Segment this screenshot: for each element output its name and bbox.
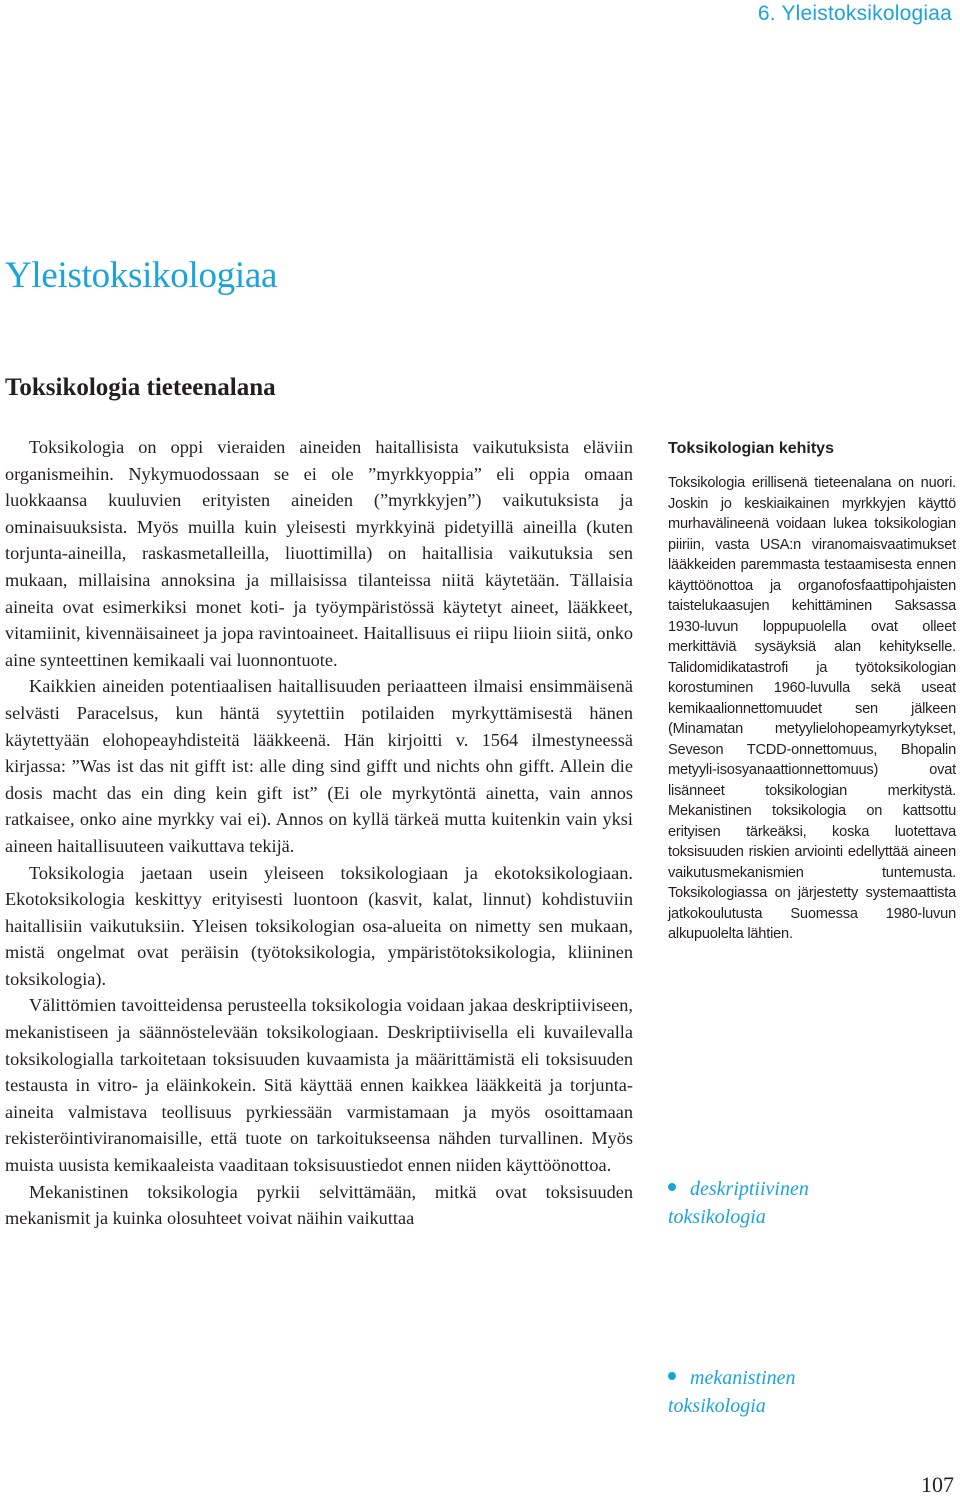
body-paragraph: Mekanistinen toksikologia pyrkii selvittämään, mitkä ovat toksisuuden mekanismit ja kuinka olosuhteet voivat näihin vaikuttaa — [5, 1181, 633, 1229]
bullet-icon — [668, 1372, 676, 1380]
margin-note-line1: mekanistinen — [690, 1367, 796, 1389]
body-paragraph: Kaikkien aineiden potentiaalisen haitallisuuden periaatteen ilmaisi ensimmäisenä selvästi Paracelsus, kun häntä syytettiin potilaiden myrkyttämisestä hänen käytettyään elohopeayhdisteitä lääkkeenä. Hän kirjoitti v. 1564 ilmestyneessä kirjassa: ”Was ist das nit gifft ist: alle ding sind gifft und nichts ohn gifft. Allein die dosis macht das ein ding kein gift ist” (Ei ole myrkytöntä ainetta, vain annos ratkaisee, onko aine myrkky vai ei). Annos on kyllä tärkeä mutta kuitenkin vain yksi aineen haitallisuuteen vaikuttava tekijä. — [5, 676, 633, 856]
sidebar-text: Toksikologia erillisenä tieteenalana on nuori. Joskin jo keskiaikainen myrkkyjen käyttö murhavälineenä voidaan lukea toksikologian piiriin, vasta USA:n viranomaisvaatimukset lääkkeiden paremmasta testaamisesta ennen käyttöönottoa ja organofosfaattipohjaisten taistelukaasujen kehittäminen Saksassa 1930-luvun loppupuolella ovat olleet merkittäviä sysäyksiä alan kehitykselle. Talidomidikatastrofi ja työtoksikologian korostuminen 1960-luvulla sekä useat kemikaalionnettomuudet sen jälkeen (Minamatan metyylielohopeamyrkytykset, Seveson TCDD-onnettomuus, Bhopalin metyyli-isosyanaattionnettomuus) ovat lisänneet toksikologian merkitystä. Mekanistinen toksikologia on kattsottu erityisen tärkeäksi, koska luotettava toksisuuden riskien arviointi edellyttää aineen vaikutusmekanismien tuntemusta. Toksikologiassa on järjestetty systemaattista jatkokoulutusta Suomessa 1980-luvun alkupuolelta lähtien. — [668, 475, 956, 942]
body-paragraph: Toksikologia on oppi vieraiden aineiden haitallisista vaikutuksista eläviin organismeihin. Nykymuodossaan se ei ole ”myrkkyoppia” eli oppia omaan luokkaansa kuuluvien erityisten aineiden (”myrkkyjen”) vaikutuksista ja ominaisuuksista. Myös muilla kuin yleisesti myrkkyinä pidetyillä aineilla (kuten torjunta-aineilla, raskasmetalleilla, liuottimilla) on haitallisia vaikutuksia sen mukaan, millaisina annoksina ja millaisissa tilanteissa niitä käytetään. Tällaisia aineita ovat esimerkiksi monet koti- ja työympäristössä käytetyt aineet, lääkkeet, vitamiinit, kivennäisaineet ja jopa ravintoaineet. Haitallisuus ei riipu liioin siitä, onko aine synteettinen kemikaali vai luonnontuote. — [5, 437, 633, 670]
margin-note-line2: toksikologia — [668, 1395, 766, 1417]
page-number: 107 — [921, 1472, 954, 1497]
running-header: 6. Yleistoksikologiaa — [757, 2, 952, 25]
body-paragraph: Toksikologia jaetaan usein yleiseen toksikologiaan ja ekotoksikologiaan. Ekotoksikologia keskittyy erityisesti luontoon (kasvit, kalat, linnut) kohdistuviin haitallisiin vaikutuksiin. Yleisen toksikologian osa-alueita on nimetty sen mukaan, mistä ongelmat ovat peräisin (työtoksikologia, ympäristötoksikologia, kliininen toksikologia). — [5, 862, 633, 989]
margin-note-mechanistic — [668, 1364, 948, 1420]
chapter-title: Yleistoksikologiaa — [5, 255, 278, 296]
section-title: Toksikologia tieteenalana — [5, 374, 276, 401]
margin-note-line1: deskriptiivinen — [690, 1178, 809, 1200]
bullet-icon — [668, 1183, 676, 1191]
margin-note-line2: toksikologia — [668, 1206, 766, 1228]
sidebar-box — [668, 440, 956, 945]
main-body-text — [5, 434, 633, 1232]
sidebar-heading: Toksikologian kehitys — [668, 440, 834, 457]
margin-note-descriptive — [668, 1175, 948, 1231]
body-paragraph: Välittömien tavoitteidensa perusteella toksikologia voidaan jakaa deskriptiiviseen, mekanistiseen ja säännöstelevään toksikologiaan. Deskriptiivisella eli kuvailevalla toksikologialla tarkoitetaan toksisuuden kuvaamista ja määrittämistä eli toksisuuden testausta in vitro- ja eläinkokein. Sitä käyttää ennen kaikkea lääkkeitä ja torjunta-aineita valmistava teollisuus pyrkiessään varmistamaan ja myös osoittamaan rekisteröintiviranomaisille, että tuote on tarkoitukseensa nähden turvallinen. Myös muista uusista kemikaaleista vaaditaan toksisuustiedot ennen niiden käyttöönottoa. — [5, 995, 633, 1176]
